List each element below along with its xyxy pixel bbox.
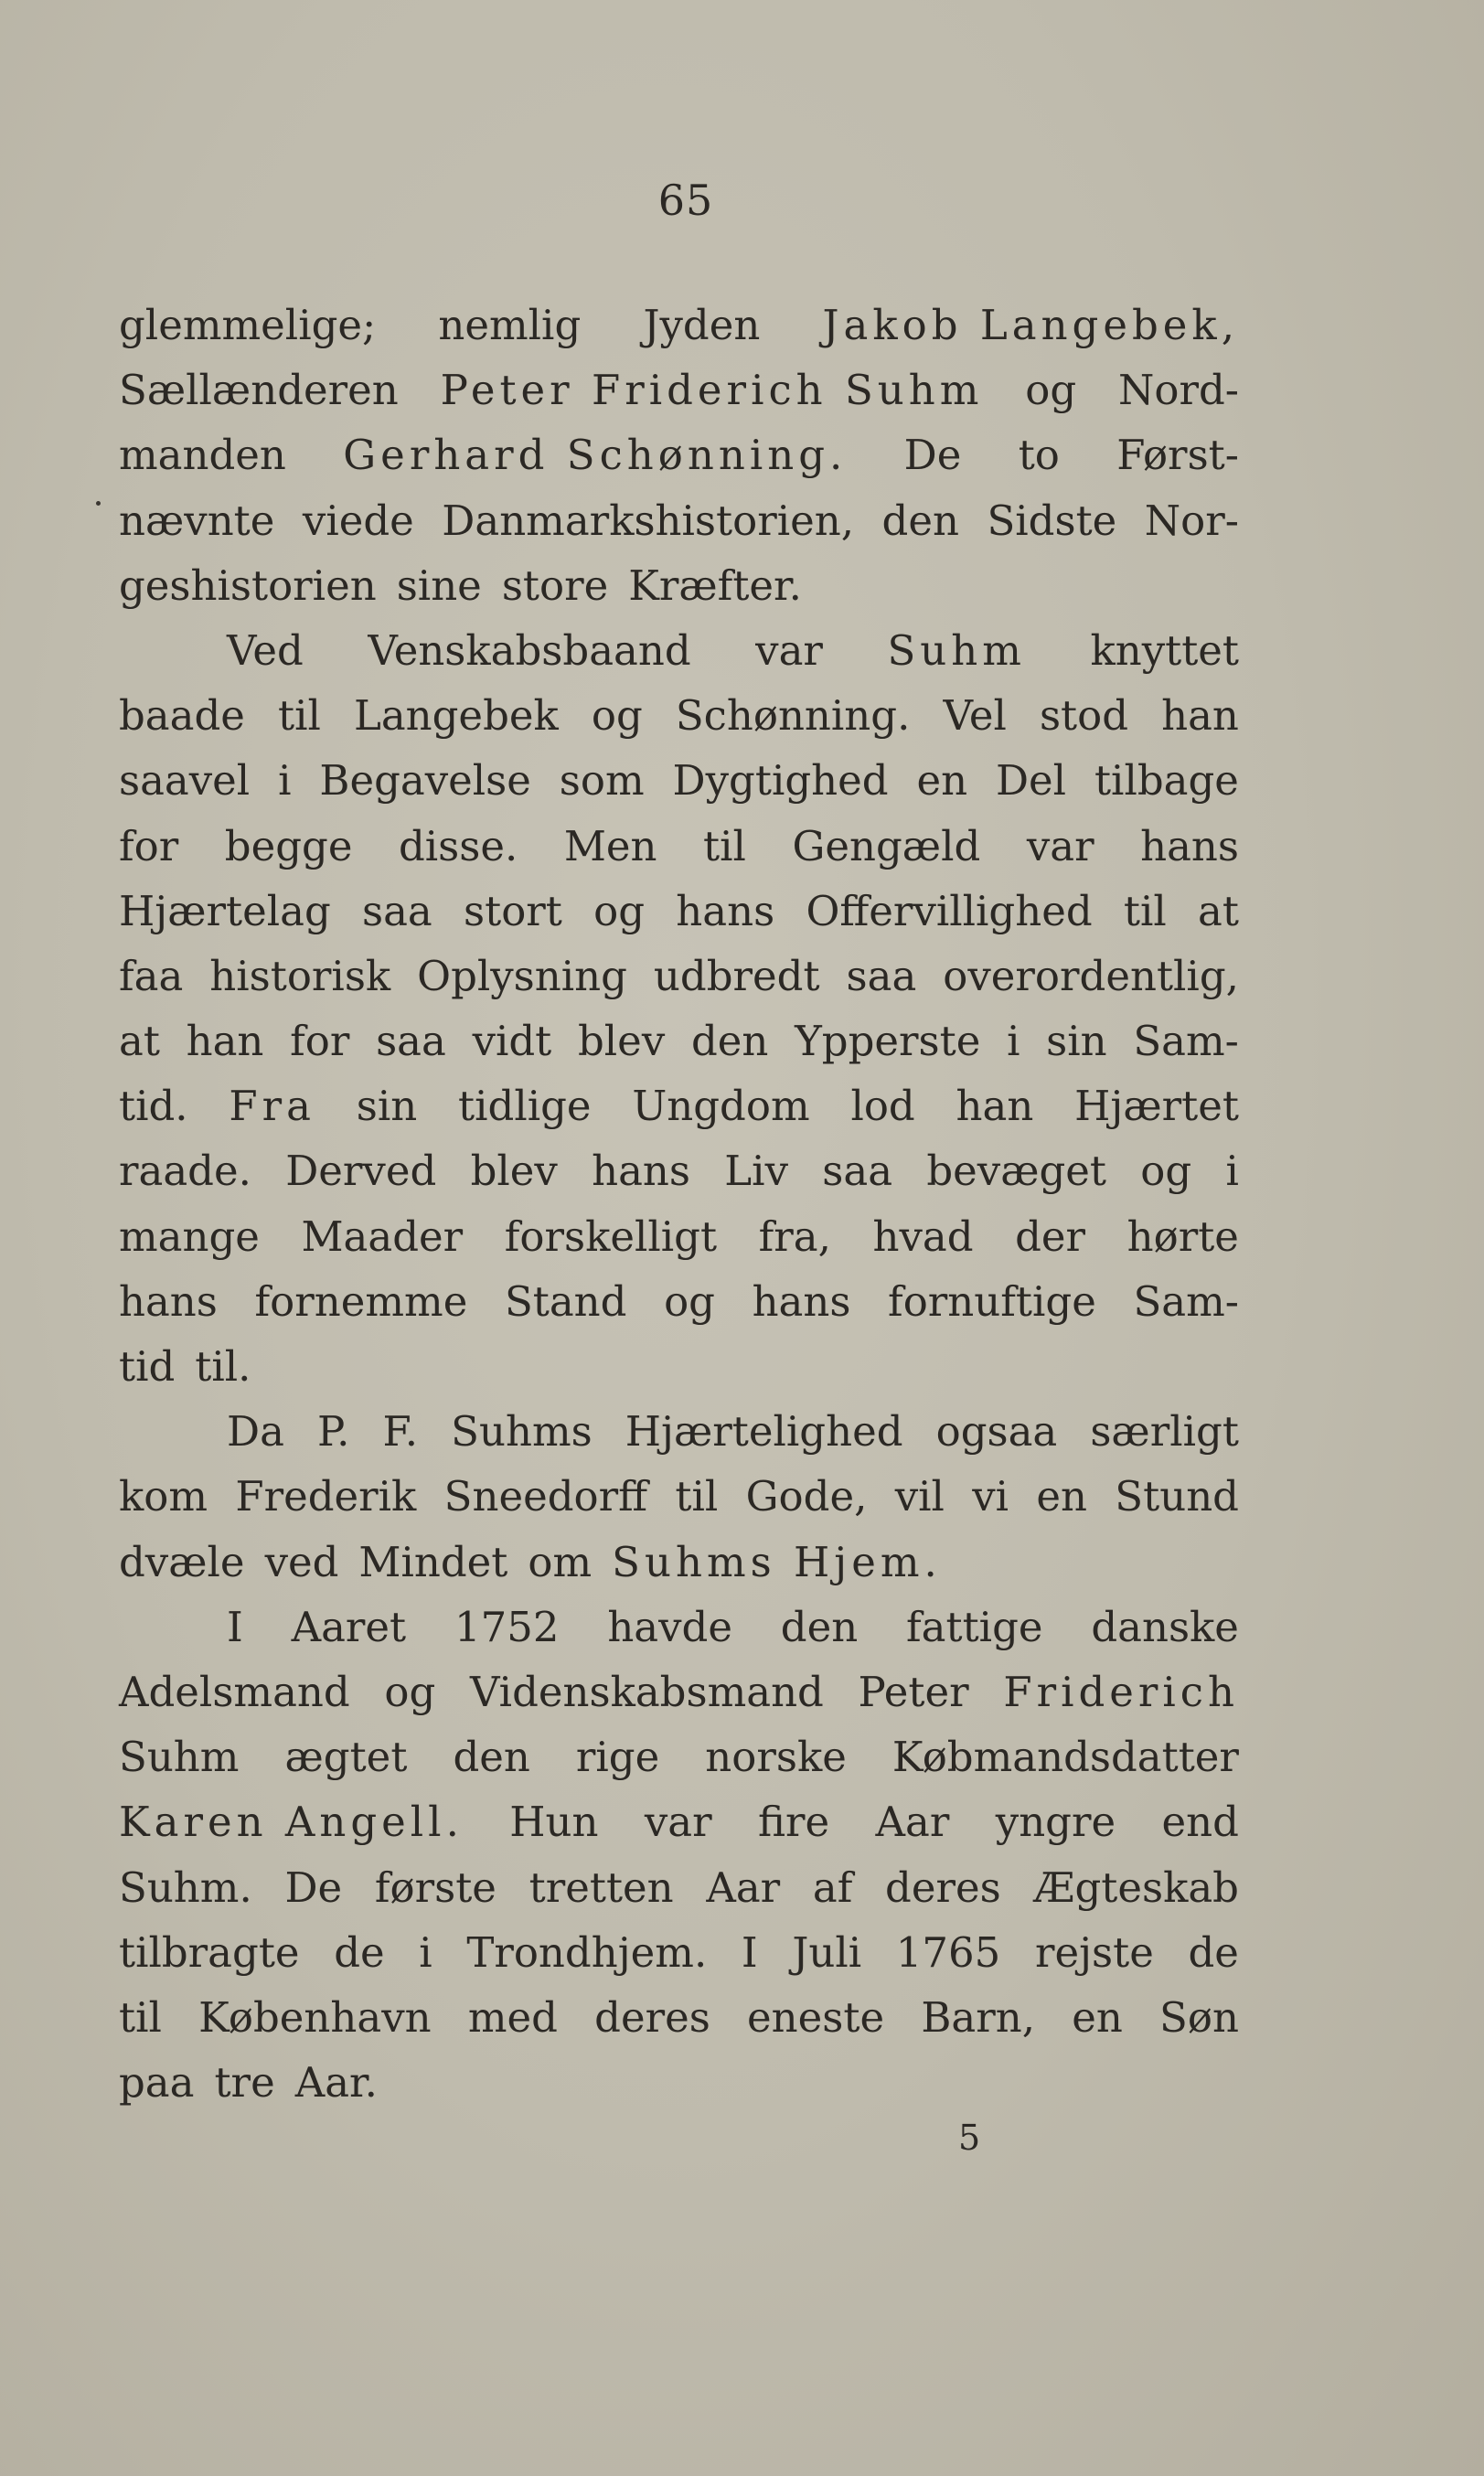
text-line — [119, 1334, 1239, 1399]
word: til — [277, 691, 321, 741]
word: og — [1025, 366, 1077, 415]
word: særligt — [1090, 1407, 1239, 1457]
text-line — [119, 293, 1239, 358]
word: Hjærtet — [1074, 1082, 1239, 1131]
word: i — [278, 756, 292, 806]
word: Hjærtelag — [119, 886, 331, 935]
word: første — [374, 1862, 496, 1912]
text-line — [119, 1595, 1239, 1660]
word: han — [186, 1017, 264, 1066]
word: danske — [1091, 1602, 1239, 1651]
word: stort — [464, 886, 562, 935]
word: Sællænderen — [119, 366, 399, 415]
word: og — [384, 1667, 436, 1716]
text-line — [119, 488, 1239, 553]
word: manden — [119, 431, 286, 480]
word: Købmandsdatter — [891, 1733, 1239, 1782]
word: I — [227, 1602, 243, 1651]
word: med — [467, 1992, 558, 2042]
word: P. — [317, 1407, 350, 1457]
word: og — [1140, 1147, 1192, 1196]
text-line — [119, 1399, 1239, 1464]
word: stod — [1039, 691, 1129, 741]
word: tre — [214, 2058, 275, 2108]
word: tretten — [528, 1862, 674, 1912]
word: Nord- — [1117, 366, 1239, 415]
word: Venskabsbaand — [368, 625, 691, 675]
word: Gengæld — [792, 821, 981, 870]
word: Juli — [792, 1927, 862, 1977]
word: blev — [470, 1147, 558, 1196]
word: hvad — [872, 1211, 974, 1261]
text-line — [119, 1660, 1239, 1724]
word: om — [528, 1537, 593, 1586]
word: Fra — [229, 1082, 315, 1131]
word: 1765 — [895, 1927, 1001, 1977]
text-line — [119, 358, 1239, 422]
word: fire — [758, 1798, 830, 1847]
text-line — [119, 1985, 1239, 2050]
word: nævnte — [119, 496, 275, 545]
word: Nor- — [1144, 496, 1239, 545]
word: hans — [752, 1276, 851, 1326]
text-line — [119, 553, 1239, 618]
word: havde — [607, 1602, 732, 1651]
word: begge — [224, 821, 353, 870]
word: den — [453, 1733, 530, 1782]
text-line — [119, 1464, 1239, 1529]
word: Kræfter. — [628, 560, 802, 610]
word: den — [690, 1017, 769, 1066]
word: som — [559, 756, 645, 806]
word: at — [1198, 886, 1239, 935]
word: Sam- — [1133, 1276, 1239, 1326]
word: saa — [822, 1147, 893, 1196]
word: rige — [575, 1733, 660, 1782]
text-line — [119, 1724, 1239, 1789]
word: og — [591, 691, 643, 741]
word: bevæget — [926, 1147, 1107, 1196]
word: yngre — [995, 1798, 1116, 1847]
word: en — [916, 756, 968, 806]
word: Ypperste — [795, 1017, 981, 1066]
word: udbredt — [653, 951, 820, 1000]
word: Gode, — [745, 1472, 868, 1521]
text-line — [119, 618, 1239, 683]
word: overordentlig, — [943, 951, 1239, 1000]
word: var — [1026, 821, 1094, 870]
word: Gerhard Schønning. — [343, 431, 848, 480]
word: Peter Friderich Suhm — [440, 366, 984, 415]
word: lod — [850, 1082, 915, 1131]
word: Aaret — [291, 1602, 407, 1651]
word: fornemme — [254, 1276, 468, 1326]
word: blev — [577, 1017, 666, 1066]
word: forskelligt — [504, 1211, 718, 1261]
word: Suhms — [451, 1407, 593, 1457]
word: for — [119, 821, 179, 870]
word: vil — [894, 1472, 945, 1521]
word: Maader — [301, 1211, 464, 1261]
word: ægtet — [284, 1733, 408, 1782]
word: Suhm — [119, 1733, 240, 1782]
word: tilbage — [1094, 756, 1239, 806]
word: saa — [376, 1017, 446, 1066]
word: hans — [592, 1147, 691, 1196]
word: Dygtighed — [672, 756, 889, 806]
word: fattige — [906, 1602, 1043, 1651]
word: i — [1225, 1147, 1239, 1196]
word: en — [1036, 1472, 1087, 1521]
text-line — [119, 1009, 1239, 1073]
word: Vel — [943, 691, 1007, 741]
word: saavel — [119, 756, 251, 806]
word: Stund — [1115, 1472, 1239, 1521]
word: Søn — [1159, 1992, 1239, 2042]
word: Friderich — [1003, 1667, 1239, 1716]
signature-mark: 5 — [958, 2118, 981, 2158]
word: Liv — [724, 1147, 788, 1196]
word: den — [780, 1602, 859, 1651]
word: Videnskabsmand — [469, 1667, 824, 1716]
text-line — [119, 1855, 1239, 1920]
word: var — [755, 625, 823, 675]
word: Derved — [285, 1147, 437, 1196]
word: Ungdom — [632, 1082, 810, 1131]
text-line — [119, 879, 1239, 944]
word: til — [703, 821, 746, 870]
word: Suhm — [887, 625, 1026, 675]
word: F. — [382, 1407, 419, 1457]
word: Hun — [509, 1798, 599, 1847]
word: norske — [705, 1733, 847, 1782]
word: saa — [362, 886, 432, 935]
word: ogsaa — [935, 1407, 1058, 1457]
word: glemmelige; — [119, 301, 377, 349]
word: Sidste — [987, 496, 1117, 545]
word: Schønning. — [675, 691, 911, 741]
word: hans — [119, 1276, 218, 1326]
word: Hjærtelighed — [625, 1407, 903, 1457]
word: knyttet — [1090, 625, 1239, 675]
word: de — [1188, 1927, 1239, 1977]
word: I — [741, 1927, 758, 1977]
word: de — [334, 1927, 385, 1977]
word: Men — [563, 821, 657, 870]
word: Karen Angell. — [119, 1798, 464, 1847]
word: nemlig — [438, 301, 582, 349]
word: en — [1072, 1992, 1123, 2042]
body-text — [119, 293, 1239, 2115]
text-line — [119, 944, 1239, 1009]
text-line — [119, 2050, 1239, 2115]
word: Mindet — [358, 1537, 508, 1586]
word: sine — [396, 560, 482, 610]
word: De — [903, 431, 962, 480]
word: den — [881, 496, 959, 545]
word: geshistorien — [119, 560, 377, 610]
word: Danmarkshistorien, — [442, 496, 855, 545]
word: Adelsmand — [119, 1667, 350, 1716]
word: paa — [119, 2058, 195, 2108]
word: Suhm. — [119, 1862, 252, 1912]
word: til — [675, 1472, 719, 1521]
word: kom — [119, 1472, 208, 1521]
word: at — [119, 1017, 160, 1066]
word: baade — [119, 691, 245, 741]
word: fornuftige — [888, 1276, 1096, 1326]
word: historisk — [209, 951, 391, 1000]
word: tid. — [119, 1082, 188, 1131]
word: Ægteskab — [1033, 1862, 1239, 1912]
page-number: 65 — [657, 176, 714, 225]
text-line — [119, 422, 1239, 487]
text-line — [119, 1920, 1239, 1985]
word: ved — [264, 1537, 339, 1586]
word: fra, — [758, 1211, 831, 1261]
word: dvæle — [119, 1537, 245, 1586]
word: Aar. — [294, 2058, 378, 2108]
word: Sam- — [1133, 1017, 1239, 1066]
word: Stand — [504, 1276, 627, 1326]
word: De — [284, 1862, 343, 1912]
word: 1752 — [454, 1602, 560, 1651]
word: for — [290, 1017, 350, 1066]
text-line — [119, 814, 1239, 879]
word: hans — [676, 886, 775, 935]
word: og — [593, 886, 646, 935]
word: tilbragte — [119, 1927, 300, 1977]
word: af — [812, 1862, 853, 1912]
text-line — [119, 1269, 1239, 1334]
text-line — [119, 748, 1239, 813]
word: Oplysning — [417, 951, 627, 1000]
word: til — [119, 1992, 162, 2042]
word: var — [644, 1798, 712, 1847]
word: faa — [119, 951, 184, 1000]
text-line — [119, 1530, 1239, 1595]
word: deres — [885, 1862, 1001, 1912]
word: viede — [302, 496, 414, 545]
word: Trondhjem. — [466, 1927, 708, 1977]
word: der — [1015, 1211, 1086, 1261]
word: saa — [846, 951, 917, 1000]
word: rejste — [1034, 1927, 1154, 1977]
word: hans — [1140, 821, 1239, 870]
word: Begavelse — [319, 756, 531, 806]
word: i — [1007, 1017, 1020, 1066]
word: Aar — [875, 1798, 950, 1847]
word: Barn, — [921, 1992, 1036, 2042]
word: Jyden — [643, 301, 761, 349]
word: København — [198, 1992, 432, 2042]
word: vi — [972, 1472, 1009, 1521]
text-line — [119, 1138, 1239, 1203]
text-line — [119, 1204, 1239, 1269]
text-line — [119, 683, 1239, 748]
word: eneste — [747, 1992, 885, 2042]
text-line — [119, 1789, 1239, 1854]
word: til — [1123, 886, 1167, 935]
text-line — [119, 1073, 1239, 1138]
word: deres — [594, 1992, 710, 2042]
word: Frederik — [235, 1472, 417, 1521]
word: i — [419, 1927, 432, 1977]
word: hørte — [1126, 1211, 1239, 1261]
word: til. — [195, 1342, 251, 1391]
word: mange — [119, 1211, 260, 1261]
word: Peter — [858, 1667, 969, 1716]
word: Aar — [706, 1862, 781, 1912]
word: han — [956, 1082, 1034, 1131]
word: Ved — [227, 625, 304, 675]
word: Langebek — [353, 691, 559, 741]
word: tidlige — [458, 1082, 592, 1131]
margin-mark — [96, 501, 101, 506]
word: han — [1161, 691, 1239, 741]
word: Del — [995, 756, 1067, 806]
word: sin — [1046, 1017, 1107, 1066]
word: Først- — [1116, 431, 1239, 480]
word: tid — [119, 1342, 176, 1391]
word: end — [1161, 1798, 1239, 1847]
word: raade. — [119, 1147, 251, 1196]
word: og — [664, 1276, 715, 1326]
word: to — [1018, 431, 1060, 480]
word: Jakob Langebek, — [822, 301, 1239, 349]
word: vidt — [472, 1017, 552, 1066]
word: sin — [356, 1082, 418, 1131]
word: Offervillighed — [806, 886, 1093, 935]
word: disse. — [398, 821, 518, 870]
word: Da — [227, 1407, 284, 1457]
word: store — [501, 560, 609, 610]
word: Suhms Hjem. — [612, 1537, 942, 1586]
word: Sneedorff — [443, 1472, 648, 1521]
